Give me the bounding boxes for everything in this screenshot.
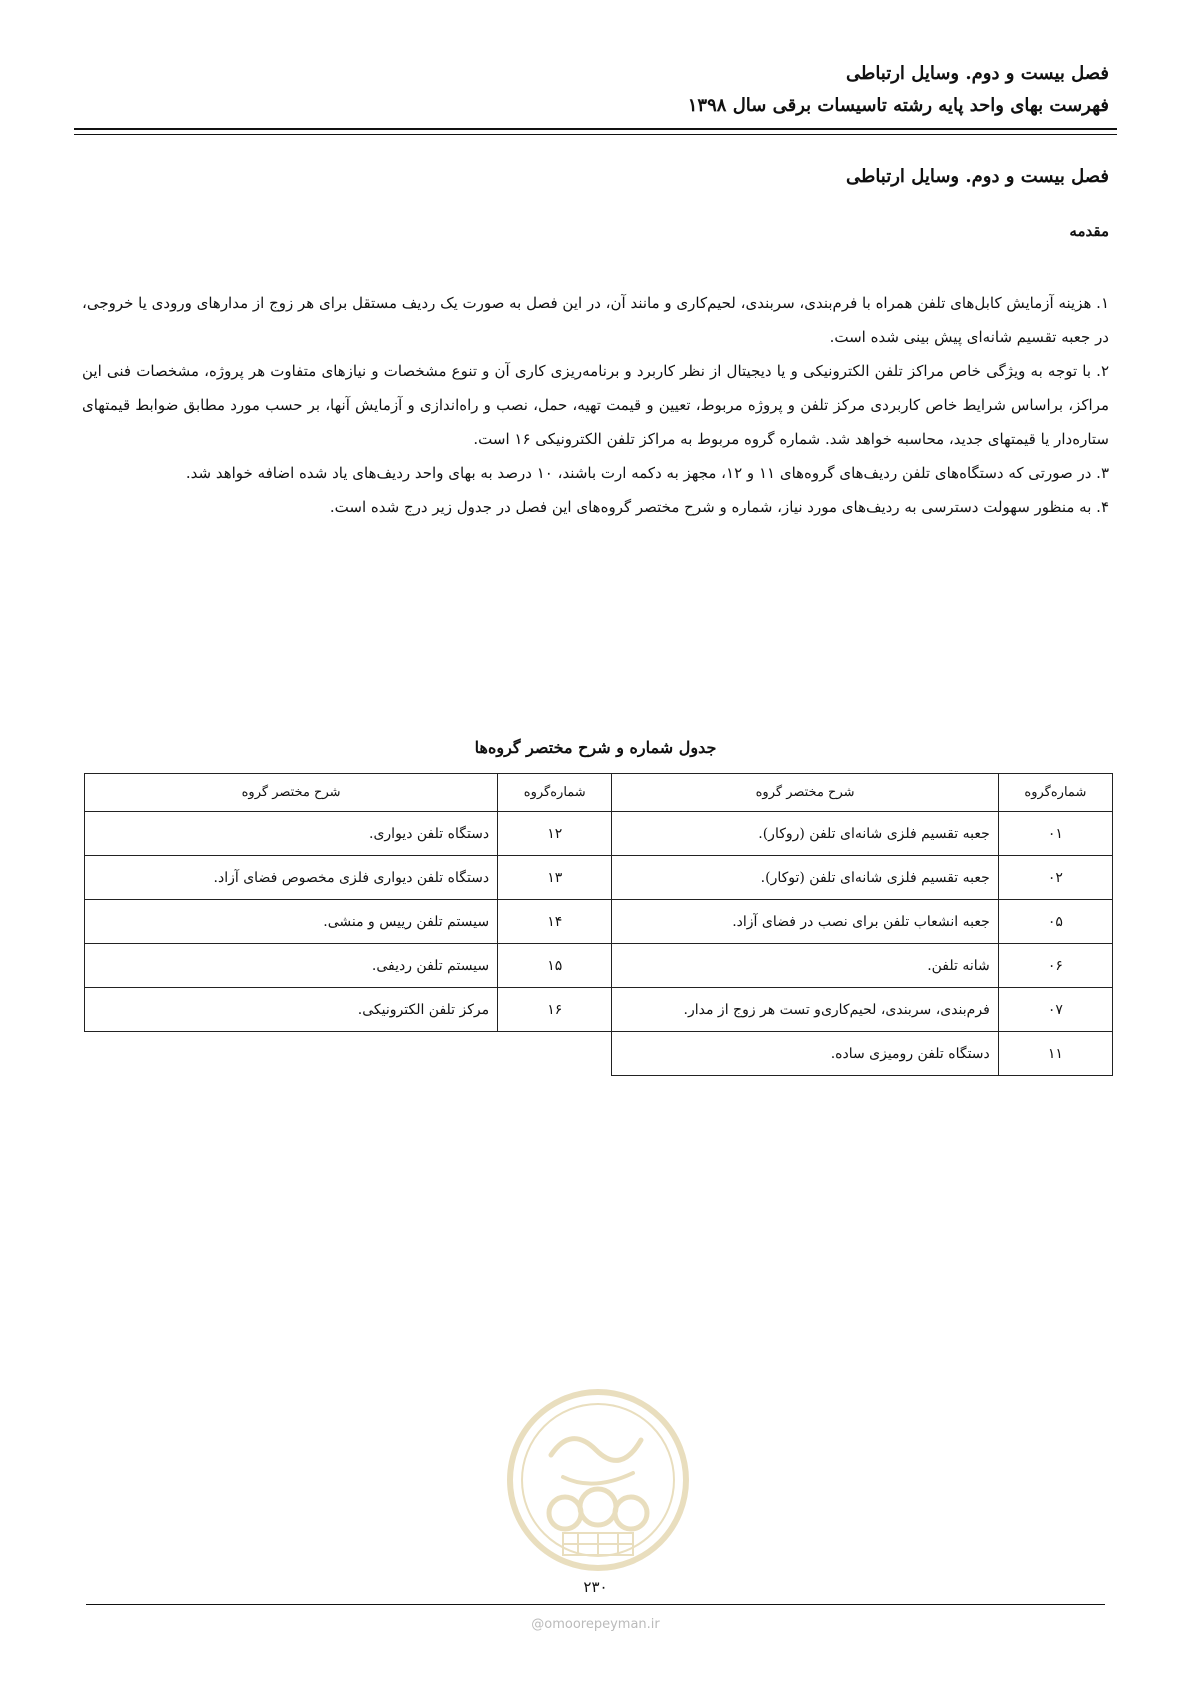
header-rule-thick [74,128,1117,130]
group-desc: جعبه تقسیم فلزی شانه‌ای تلفن (روکار). [612,812,998,856]
table-title: جدول شماره و شرح مختصر گروه‌ها [474,738,717,757]
paragraph-2: ۲. با توجه به ویژگی خاص مراکز تلفن الکترونیکی و یا دیجیتال از نظر کاربرد و برنامه‌ریزی کاری آن و تنوع مشخصات و نیازهای متفاوت هر پروژه، مشخصات فنی این مراکز، براساس شرایط خاص کاربردی مرکز تلفن و پروژه مربوط، تعیین و قیمت تهیه، حمل، نصب و راه‌اندازی و آزمایش آنها، بر حسب مورد مطابق ضوابط قیمتهای ستاره‌دار یا قیمتهای جدید، محاسبه خواهد شد. شماره گروه مربوط به مراکز تلفن الکترونیکی ۱۶ است. [82,362,1109,448]
group-desc: سیستم تلفن ردیفی. [85,944,498,988]
chapter-title: فصل بیست و دوم. وسایل ارتباطی [845,166,1109,187]
group-code: ۱۴ [498,900,612,944]
header-rule-thin [74,134,1117,135]
group-desc: جعبه تقسیم فلزی شانه‌ای تلفن (توکار). [612,856,998,900]
group-desc: شانه تلفن. [612,944,998,988]
intro-paragraphs [82,286,1109,524]
table-row [85,988,1113,1032]
paragraph-3: ۳. در صورتی که دستگاه‌های تلفن ردیف‌های گروه‌های ۱۱ و ۱۲، مجهز به دکمه ارت باشند، ۱۰ درصد به بهای واحد ردیف‌های یاد شده اضافه خواهد شد. [185,464,1109,482]
group-desc: جعبه انشعاب تلفن برای نصب در فضای آزاد. [612,900,998,944]
group-desc: فرم‌بندی، سربندی، لحیم‌کاری‌و تست هر زوج از مدار. [612,988,998,1032]
group-desc: دستگاه تلفن رومیزی ساده. [612,1032,998,1076]
group-code: ۰۶ [998,944,1112,988]
col-header-desc: شرح مختصر گروه [85,774,498,812]
table-row [85,900,1113,944]
group-code: ۱۲ [498,812,612,856]
header-book-title: فهرست بهای واحد پایه رشته تاسیسات برقی سال ۱۳۹۸ [687,95,1109,116]
footer-rule [86,1604,1105,1605]
table-header-row [85,774,1113,812]
empty-cell [498,1032,612,1076]
paragraph-1: ۱. هزینه آزمایش کابل‌های تلفن همراه با فرم‌بندی، سربندی، لحیم‌کاری و مانند آن، در این فصل به صورت یک ردیف مستقل برای هر زوج از مدارهای ورودی یا خروجی، در جعبه تقسیم شانه‌ای پیش بینی شده است. [81,294,1109,346]
col-header-desc: شرح مختصر گروه [612,774,998,812]
intro-heading: مقدمه [1069,222,1109,240]
watermark-seal-icon [503,1385,693,1575]
group-desc: دستگاه تلفن دیواری فلزی مخصوص فضای آزاد. [85,856,498,900]
page-number: ۲۳۰ [583,1578,608,1596]
group-code: ۱۱ [998,1032,1112,1076]
empty-cell [85,1032,498,1076]
group-code: ۰۷ [998,988,1112,1032]
group-code: ۱۳ [498,856,612,900]
groups-table [84,773,1113,1076]
col-header-code: شماره‌گروه [998,774,1112,812]
group-code: ۰۵ [998,900,1112,944]
table-row [85,812,1113,856]
table-row [85,856,1113,900]
group-desc: دستگاه تلفن دیواری. [85,812,498,856]
group-code: ۱۶ [498,988,612,1032]
website-watermark: @omoorepeyman.ir [531,1617,660,1632]
paragraph-4: ۴. به منظور سهولت دسترسی به ردیف‌های مورد نیاز، شماره و شرح مختصر گروه‌های این فصل در جدول زیر درج شده است. [329,498,1109,516]
group-code: ۱۵ [498,944,612,988]
group-code: ۰۱ [998,812,1112,856]
header-chapter: فصل بیست و دوم. وسایل ارتباطی [845,63,1109,84]
col-header-code: شماره‌گروه [498,774,612,812]
watermark-logo [503,1385,693,1575]
group-code: ۰۲ [998,856,1112,900]
table-row [85,944,1113,988]
table-row [85,1032,1113,1076]
group-desc: مرکز تلفن الکترونیکی. [85,988,498,1032]
page-header [688,58,1109,122]
group-desc: سیستم تلفن رییس و منشی. [85,900,498,944]
